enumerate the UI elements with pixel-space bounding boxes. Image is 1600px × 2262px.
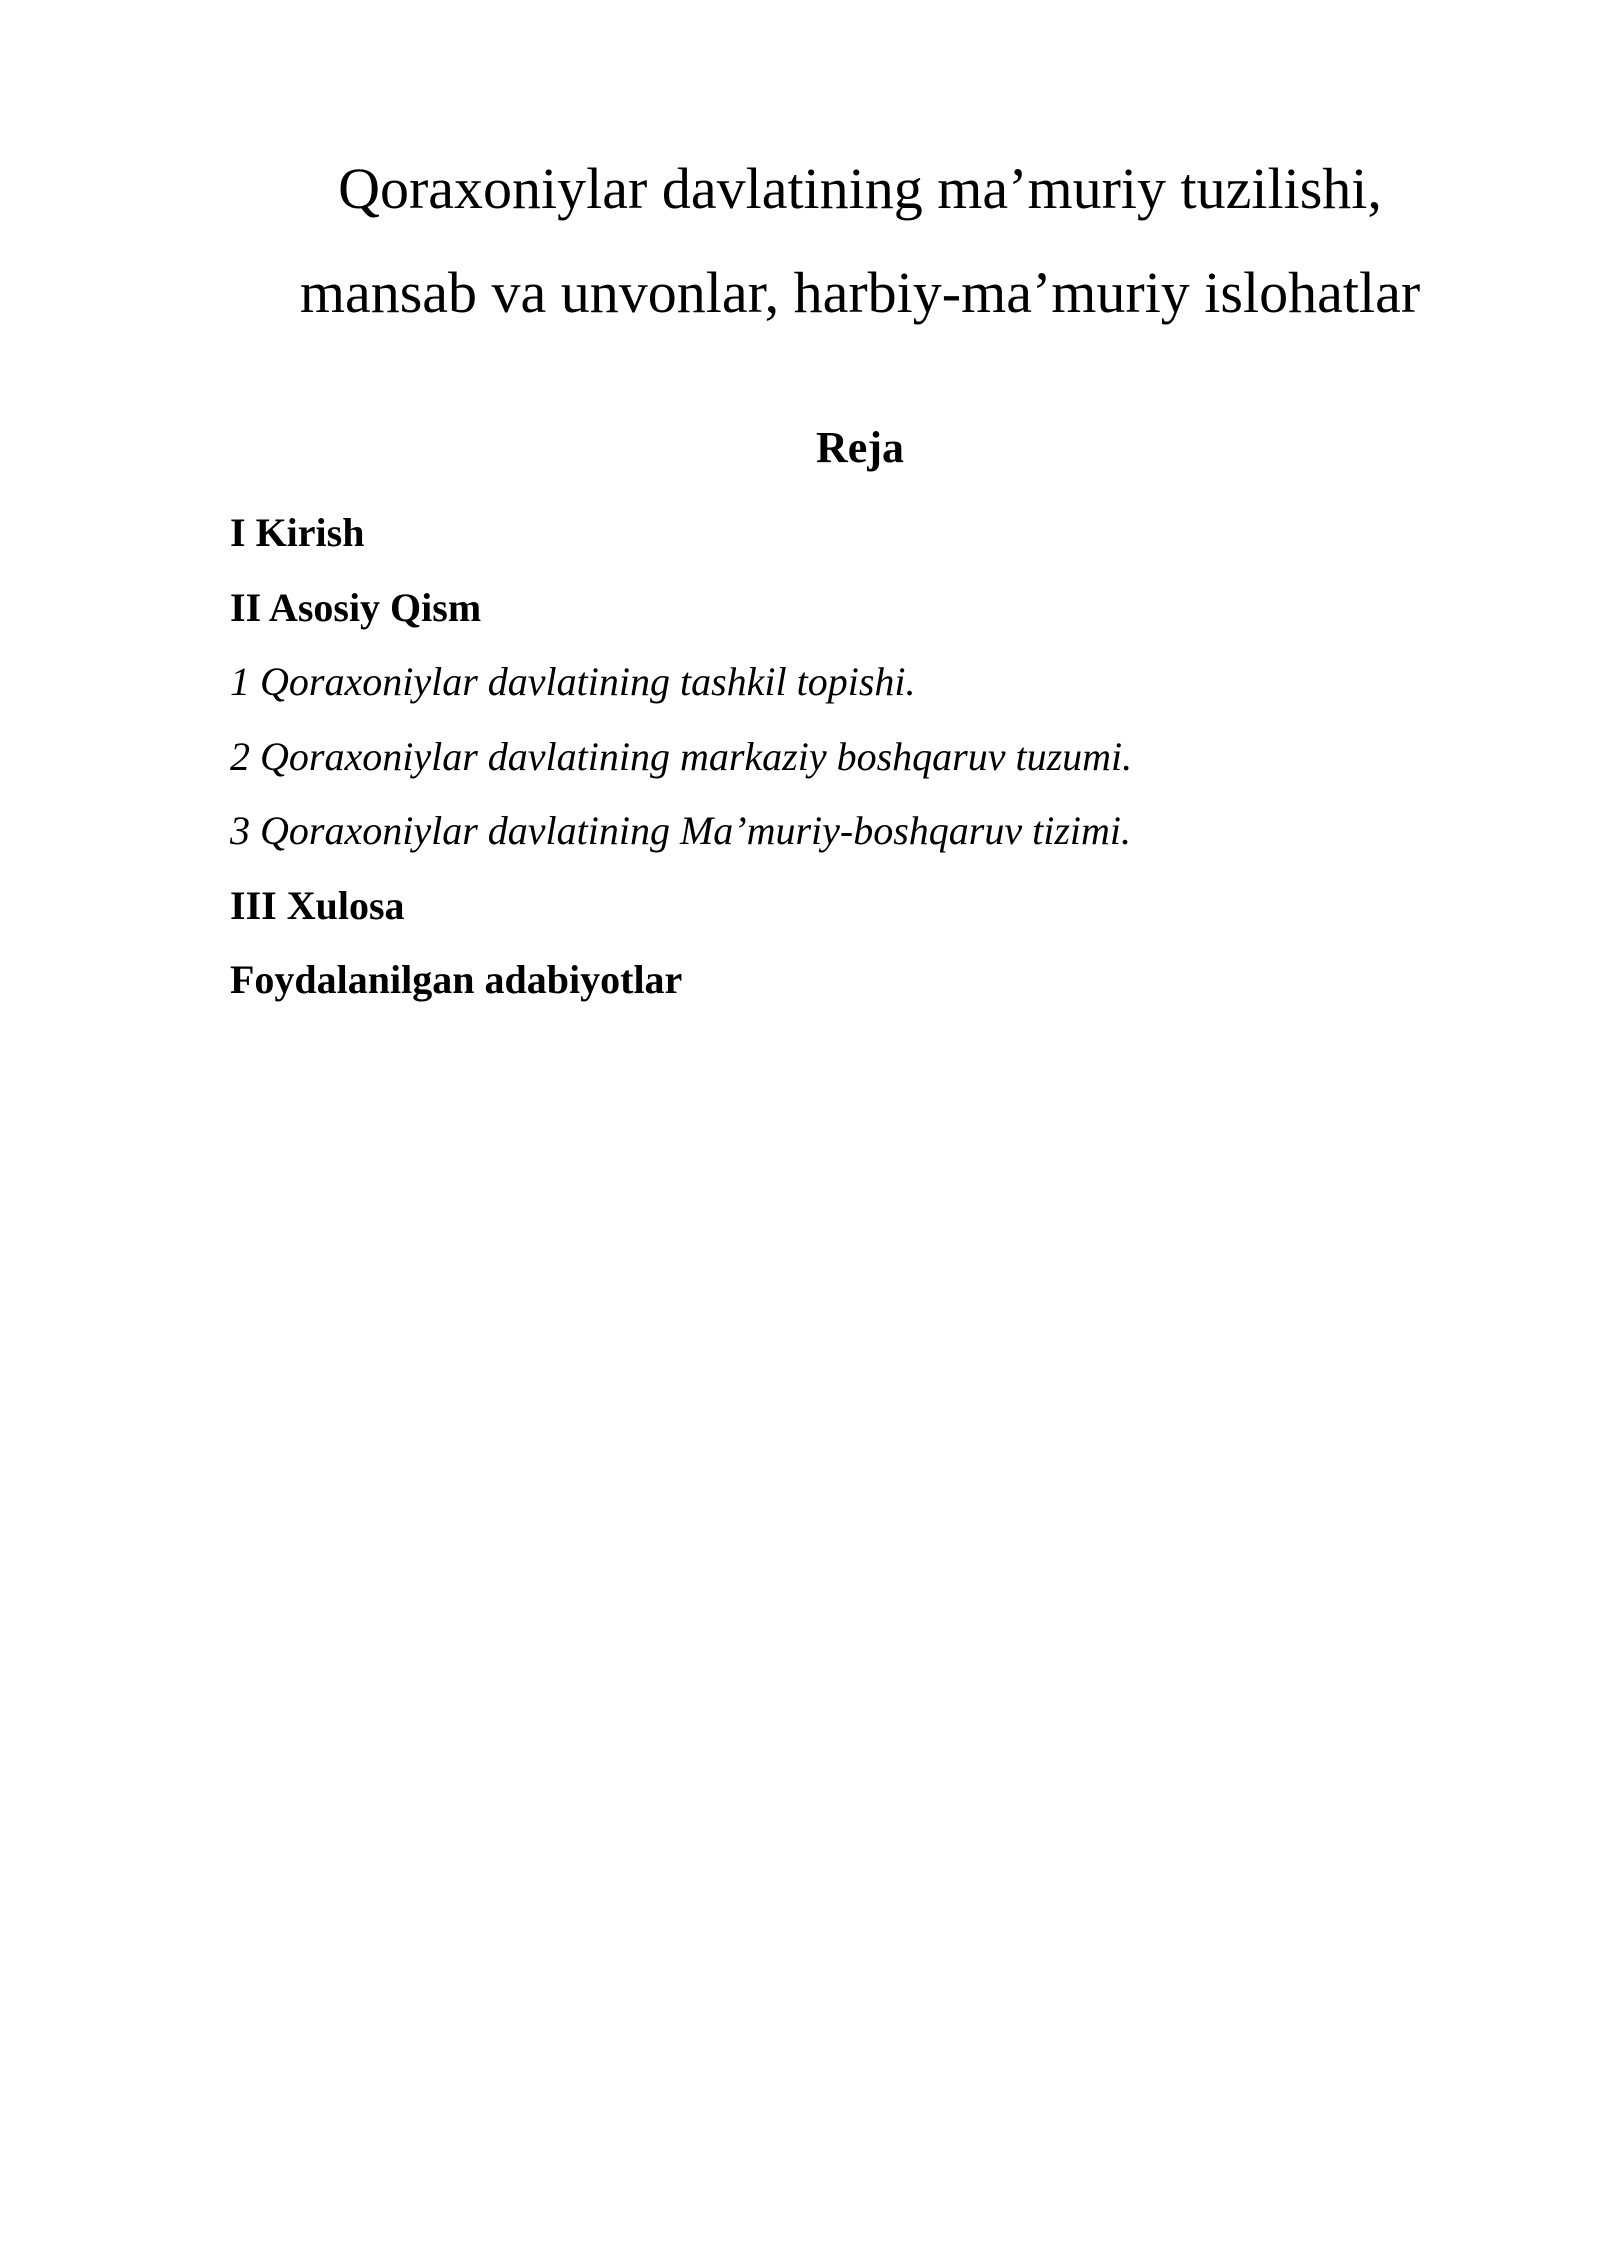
plan-item-introduction: I Kirish <box>230 510 365 555</box>
plan-item-subsection-3: 3 Qoraxoniylar davlatining Ma’muriy-boshqaruv tizimi. <box>230 808 1132 853</box>
plan-list <box>230 504 1132 1026</box>
plan-heading: Reja <box>816 423 904 472</box>
document-title-line-2: mansab va unvonlar, harbiy-ma’muriy islohatlar <box>299 260 1421 325</box>
plan-item-subsection-2: 2 Qoraxoniylar davlatining markaziy boshqaruv tuzumi. <box>230 733 1133 779</box>
plan-item-references: Foydalanilgan adabiyotlar <box>230 957 683 1002</box>
document-title-line-1: Qoraxoniylar davlatining ma’muriy tuzilishi, <box>338 156 1382 221</box>
plan-item-main-part: II Asosiy Qism <box>230 584 482 630</box>
plan-item-conclusion: III Xulosa <box>230 882 405 928</box>
plan-item-subsection-1: 1 Qoraxoniylar davlatining tashkil topishi. <box>230 659 916 704</box>
